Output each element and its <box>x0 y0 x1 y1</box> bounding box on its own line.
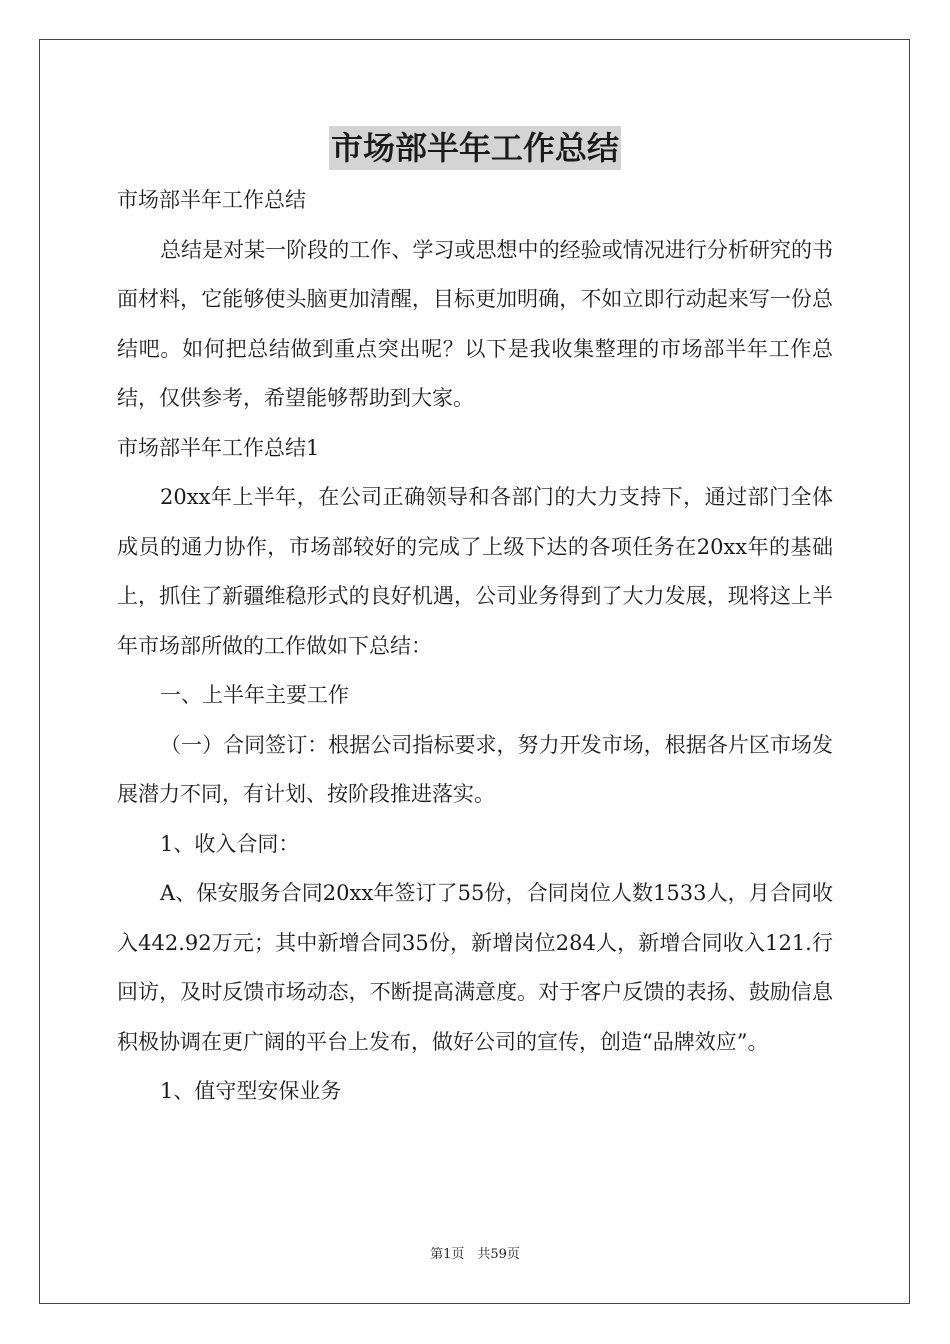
document-body <box>117 176 833 1117</box>
document-title: 市场部半年工作总结 <box>329 126 621 170</box>
paragraph-contract-signing: （一）合同签订：根据公司指标要求，努力开发市场，根据各片区市场发展潜力不同，有计划、按阶段推进落实。 <box>117 732 833 806</box>
section-heading: 市场部半年工作总结 <box>117 188 306 212</box>
heading-income-contract: 1、收入合同： <box>160 831 300 856</box>
heading-guard-business: 1、值守型安保业务 <box>160 1079 342 1103</box>
heading-main-work: 一、上半年主要工作 <box>160 683 349 707</box>
paragraph-overview: 20xx年上半年，在公司正确领导和各部门的大力支持下，通过部门全体成员的通力协作，市场部较好的完成了上级下达的各项任务在20xx年的基础上，抓住了新疆维稳形式的良好机遇，公司业务得到了大力发展，现将这上半年市场部所做的工作做如下总结： <box>117 485 833 658</box>
paragraph-intro: 总结是对某一阶段的工作、学习或思想中的经验或情况进行分析研究的书面材料，它能够使头脑更加清醒，目标更加明确，不如立即行动起来写一份总结吧。如何把总结做到重点突出呢？以下是我收集整理的市场部半年工作总结，仅供参考，希望能够帮助到大家。 <box>117 237 833 410</box>
section-heading-1: 市场部半年工作总结1 <box>117 435 320 460</box>
title-container <box>0 126 950 170</box>
page-number: 第1页 共59页 <box>430 1247 520 1262</box>
paragraph-security-contract: A、保安服务合同20xx年签订了55份，合同岗位人数1533人，月合同收入442.92万元；其中新增合同35份，新增岗位284人，新增合同收入121.行回访，及时反馈市场动态，不断提高满意度。对于客户反馈的表扬、鼓励信息积极协调在更广阔的平台上发布，做好公司的宣传，创造“品牌效应”。 <box>117 881 833 1054</box>
page-footer <box>0 1247 950 1263</box>
